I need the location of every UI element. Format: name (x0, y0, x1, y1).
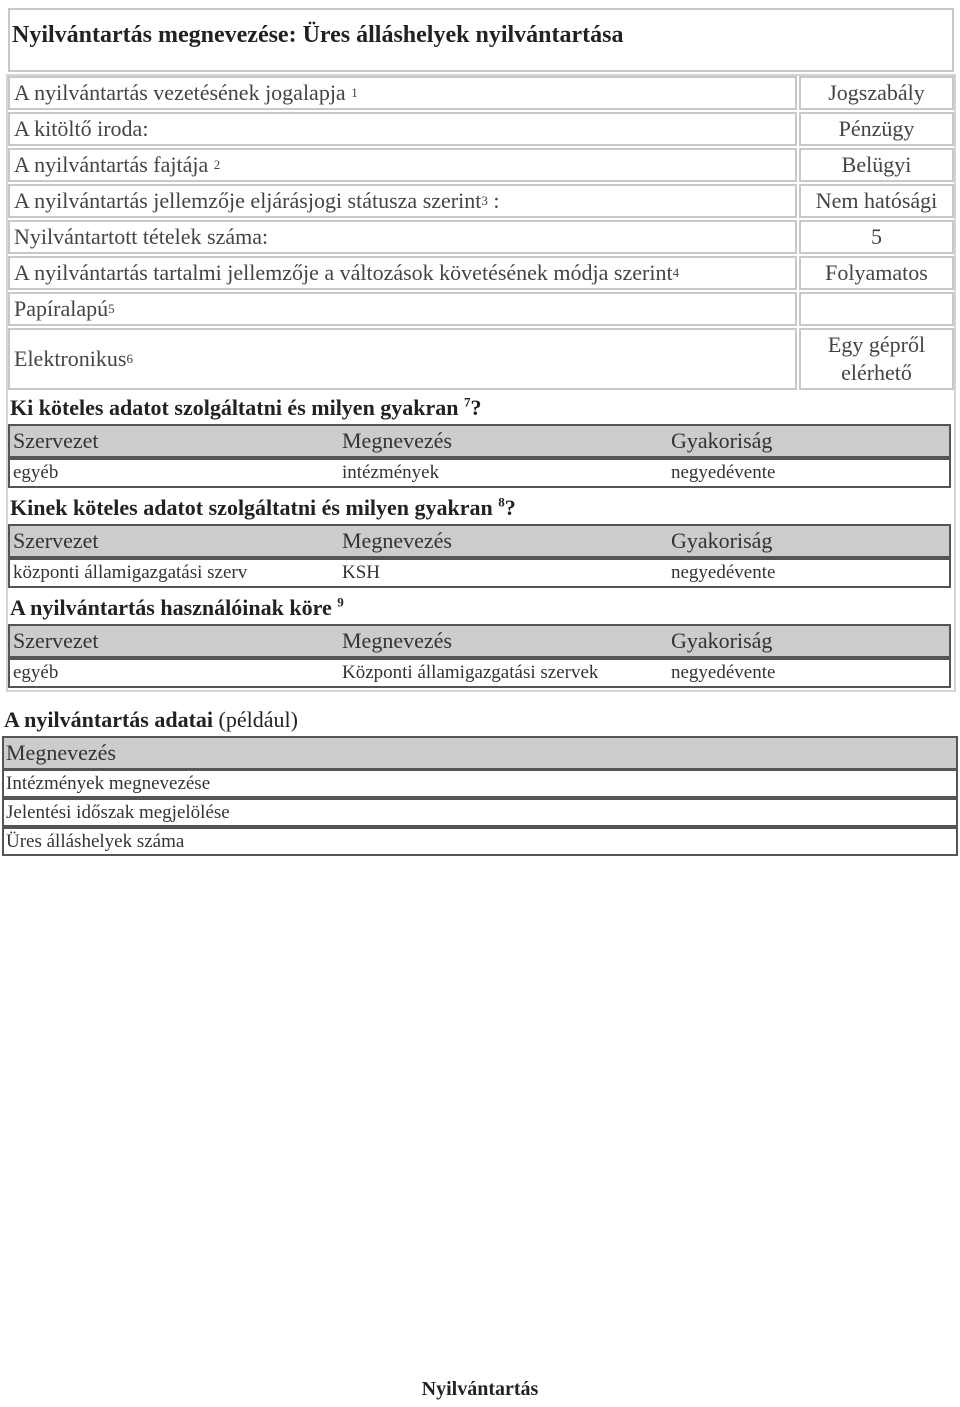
data-table-header (2, 736, 958, 770)
table-cell-name: intézmények (342, 462, 440, 483)
data-row-text: Jelentési időszak megjelölése (6, 801, 230, 823)
page-title (8, 8, 954, 72)
table-cell-organization: központi államigazgatási szerv (13, 562, 248, 583)
table-cell-frequency: negyedévente (671, 562, 776, 583)
field-label-text: Papíralapú (14, 296, 109, 321)
section-heading-suffix: ? (470, 395, 482, 420)
providers-table (8, 424, 951, 488)
field-value-text: Belügyi (841, 152, 912, 177)
field-label-text: Elektronikus (14, 346, 127, 371)
field-label-text: A nyilvántartás vezetésének jogalapja (14, 80, 346, 105)
page-title-text: Nyilvántartás megnevezése: Üres álláshelyek nyilvántartása (12, 22, 624, 48)
column-header-name: Megnevezés (342, 528, 452, 553)
table-row (8, 458, 951, 488)
section-heading-users (10, 595, 344, 621)
section-heading-providers (10, 395, 482, 421)
column-header-frequency: Gyakoriság (671, 528, 773, 553)
page-footer-text: Nyilvántartás (421, 1378, 539, 1400)
data-section-heading-bold: A nyilvántartás adatai (4, 707, 214, 732)
column-header-frequency: Gyakoriság (671, 428, 773, 453)
data-table-row (2, 798, 958, 827)
section-heading-recipients (10, 495, 516, 521)
field-value-electronic (799, 328, 954, 390)
column-header-frequency: Gyakoriság (671, 628, 773, 653)
table-cell-frequency: negyedévente (671, 462, 776, 483)
field-value-type (799, 148, 954, 182)
field-value-change-tracking (799, 256, 954, 290)
field-label-item-count (8, 220, 797, 254)
section-heading-text: Kinek köteles adatot szolgáltatni és milyen gyakran (10, 495, 493, 520)
field-value-text: Egy gépről elérhető (827, 332, 926, 385)
table-cell-name: KSH (342, 562, 381, 583)
table-cell-organization: egyéb (13, 462, 59, 483)
recipients-table (8, 524, 951, 588)
column-header-organization: Szervezet (13, 528, 99, 553)
data-section-heading (4, 707, 298, 733)
table-cell-organization: egyéb (13, 662, 59, 683)
data-table-row (2, 769, 958, 798)
field-label-electronic: Elektronikus 6 (8, 328, 797, 390)
data-row-text: Intézmények megnevezése (6, 772, 211, 794)
section-heading-text: Ki köteles adatot szolgáltatni és milyen gyakran (10, 395, 459, 420)
field-label-procedural-status: A nyilvántartás jellemzője eljárásjogi státusza szerint 3 : (8, 184, 797, 218)
footnote-ref: 9 (337, 594, 344, 610)
field-label-legal-basis: A nyilvántartás vezetésének jogalapja 1 (8, 76, 797, 110)
footnote-ref: 7 (464, 394, 471, 410)
field-label-text: A nyilvántartás fajtája (14, 152, 209, 177)
field-label-text: A nyilvántartás jellemzője eljárásjogi státusza szerint (14, 188, 482, 213)
column-header-organization: Szervezet (13, 628, 99, 653)
field-value-text: Pénzügy (838, 116, 915, 141)
footnote-ref: 8 (498, 494, 505, 510)
column-header-name: Megnevezés (342, 628, 452, 653)
column-header-organization: Szervezet (13, 428, 99, 453)
field-value-procedural-status (799, 184, 954, 218)
field-label-suffix: : (493, 188, 500, 213)
table-cell-name: Központi államigazgatási szervek (342, 662, 599, 683)
table-cell-frequency: negyedévente (671, 662, 776, 683)
table-header (8, 624, 951, 658)
table-header (8, 524, 951, 558)
section-heading-text: A nyilvántartás használóinak köre (10, 595, 332, 620)
field-value-legal-basis (799, 76, 954, 110)
field-value-office (799, 112, 954, 146)
field-label-paper-based: Papíralapú 5 (8, 292, 797, 326)
data-table-row (2, 827, 958, 856)
field-label-change-tracking: A nyilvántartás tartalmi jellemzője a változások követésének módja szerint 4 (8, 256, 797, 290)
table-header (8, 424, 951, 458)
column-header-name: Megnevezés (6, 740, 116, 765)
column-header-name: Megnevezés (342, 428, 452, 453)
field-label-text: Nyilvántartott tételek száma: (14, 224, 269, 249)
field-value-text: Folyamatos (825, 260, 928, 285)
field-label-office (8, 112, 797, 146)
users-table (8, 624, 951, 688)
table-row (8, 558, 951, 588)
field-value-paper-based (799, 292, 954, 326)
field-label-text: A kitöltő iroda: (14, 116, 149, 141)
data-row-text: Üres álláshelyek száma (6, 830, 185, 852)
field-value-text: Nem hatósági (815, 188, 938, 213)
data-section-heading-rest: (például) (218, 707, 298, 732)
table-row (8, 658, 951, 688)
field-label-type: A nyilvántartás fajtája 2 (8, 148, 797, 182)
field-label-text: A nyilvántartás tartalmi jellemzője a változások követésének módja szerint (14, 260, 673, 285)
field-value-text: 5 (871, 224, 882, 249)
field-value-item-count (799, 220, 954, 254)
page-footer (0, 1378, 960, 1401)
section-heading-suffix: ? (504, 495, 516, 520)
field-value-text: Jogszabály (828, 80, 925, 105)
